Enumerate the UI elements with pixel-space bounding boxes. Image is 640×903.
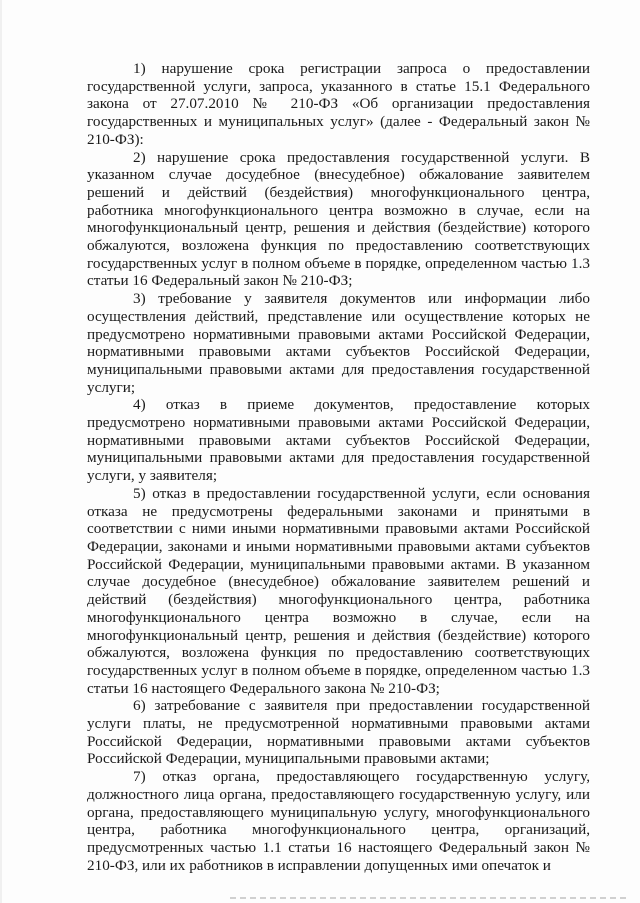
document-body — [87, 60, 590, 874]
paragraph-5: 5) отказ в предоставлении государственной услуги, если основания отказа не предусмотрены федеральными законами и принятыми в соответствии с ними иными нормативными правовыми актами Российской Федерации, законами и иными нормативными правовыми актами субъектов Российской Федерации, муниципальными правовыми актами. В указанном случае досудебное (внесудебное) обжалование заявителем решений и действий (бездействия) многофункционального центра, работника многофункционального центра возможно в случае, если на многофункциональный центр, решения и действия (бездействие) которого обжалуются, возложена функция по предоставлению соответствующих государственных услуг в полном объеме в порядке, определенном частью 1.3 статьи 16 настоящего Федерального закона № 210-ФЗ; — [87, 484, 590, 697]
paragraph-7: 7) отказ органа, предоставляющего государственную услугу, должностного лица органа, предоставляющего государственную услугу, или органа, предоставляющего муниципальную услугу, многофункционального центра, работника многофункционального центра, организаций, предусмотренных частью 1.1 статьи 16 настоящего Федеральный закон № 210-ФЗ, или их работников в исправлении допущенных ими опечаток и — [87, 768, 590, 874]
paragraph-6: 6) затребование с заявителя при предоставлении государственной услуги платы, не предусмотренной нормативными правовыми актами Российской Федерации, нормативными правовыми актами субъектов Российской Федерации, муниципальными правовыми актами; — [87, 697, 590, 768]
scan-bottom-edge — [230, 897, 630, 899]
paragraph-4: 4) отказ в приеме документов, предоставление которых предусмотрено нормативными правовыми актами Российской Федерации, нормативными правовыми актами субъектов Российской Федерации, муниципальными правовыми актами для предоставления государственной услуги, у заявителя; — [87, 396, 590, 485]
paragraph-2: 2) нарушение срока предоставления государственной услуги. В указанном случае досудебное (внесудебное) обжалование заявителем решений и действий (бездействия) многофункционального центра, работника многофункционального центра возможно в случае, если на многофункциональный центр, решения и действия (бездействие) которого обжалуются, возложена функция по предоставлению соответствующих государственных услуг в полном объеме в порядке, определенном частью 1.3 статьи 16 Федеральный закон № 210-ФЗ; — [87, 148, 590, 290]
paragraph-3: 3) требование у заявителя документов или информации либо осуществления действий, представление или осуществление которых не предусмотрено нормативными правовыми актами Российской Федерации, нормативными правовыми актами субъектов Российской Федерации, муниципальными правовыми актами для предоставления государственной услуги; — [87, 290, 590, 396]
scan-left-edge — [0, 0, 2, 903]
paragraph-1: 1) нарушение срока регистрации запроса о предоставлении государственной услуги, запроса, указанного в статье 15.1 Федерального закона от 27.07.2010 № 210-ФЗ «Об организации предоставления государственных и муниципальных услуг» (далее - Федеральный закон № 210-ФЗ): — [87, 60, 590, 148]
